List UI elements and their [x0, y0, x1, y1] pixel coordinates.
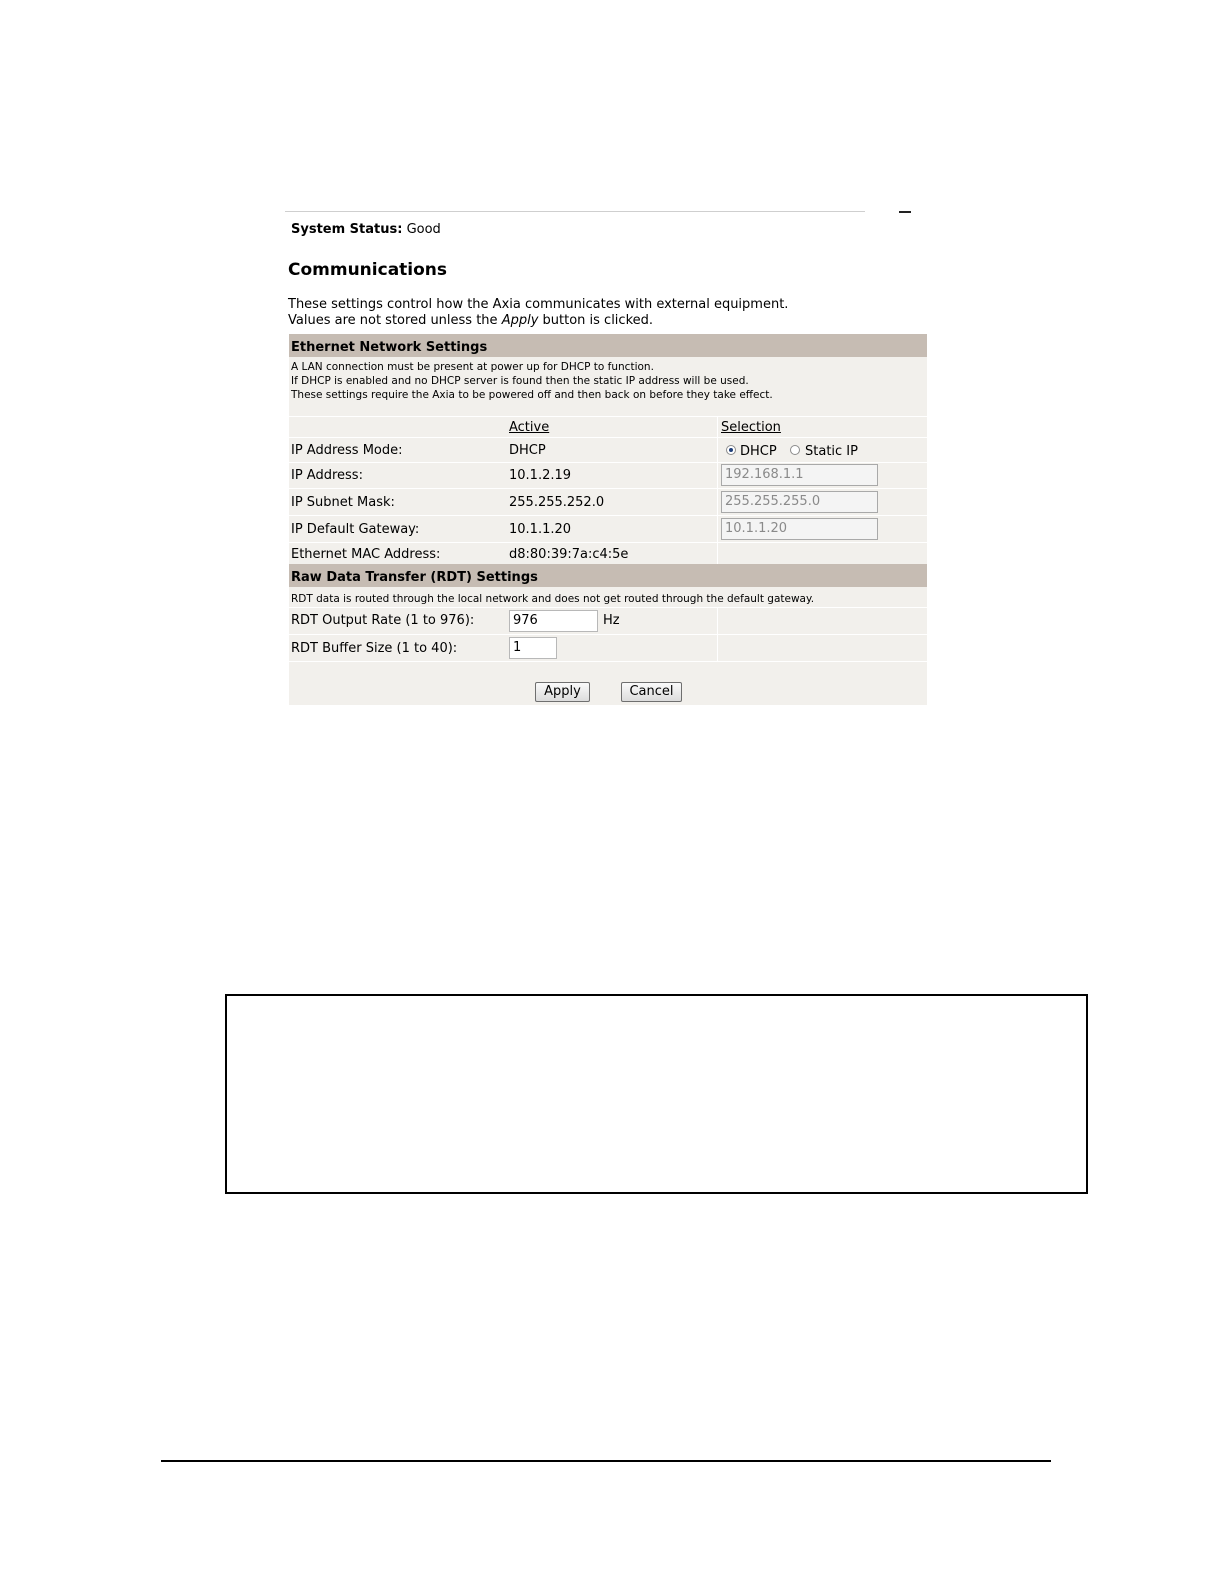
rdt-output-rate-input[interactable]: 976: [509, 610, 598, 632]
row-divider: [289, 661, 927, 662]
column-header-active: Active: [509, 420, 550, 435]
mac-address-value: d8:80:39:7a:c4:5e: [509, 547, 629, 562]
page-footer-rule: [161, 1460, 1051, 1462]
intro-line-2-prefix: Values are not stored unless the: [288, 313, 502, 328]
row-divider: [289, 488, 927, 489]
ip-mode-active: DHCP: [509, 443, 546, 458]
ethernet-notes: [291, 360, 773, 402]
row-divider: [289, 542, 927, 543]
gateway-label: IP Default Gateway:: [291, 522, 420, 537]
rdt-buffer-size-input[interactable]: 1: [509, 637, 557, 659]
system-status: [291, 222, 441, 237]
subnet-mask-active: 255.255.252.0: [509, 495, 605, 510]
top-separator: [285, 211, 865, 212]
ip-address-active: 10.1.2.19: [509, 468, 572, 483]
blank-note-box: [225, 994, 1088, 1194]
ethernet-note-2: If DHCP is enabled and no DHCP server is found then the static IP address will be used.: [291, 375, 749, 387]
gateway-active: 10.1.1.20: [509, 522, 572, 537]
intro-line-2-suffix: button is clicked.: [538, 313, 654, 328]
row-divider: [289, 437, 927, 438]
system-status-value: Good: [406, 222, 441, 237]
rdt-output-rate-unit: Hz: [603, 613, 620, 628]
window-minimize-mark: [899, 211, 911, 213]
column-divider: [717, 607, 718, 661]
row-divider: [289, 462, 927, 463]
column-header-selection: Selection: [721, 420, 781, 435]
intro-line-2: [288, 313, 788, 329]
rdt-buffer-size-label: RDT Buffer Size (1 to 40):: [291, 641, 458, 656]
ip-address-label: IP Address:: [291, 468, 363, 483]
page-title: Communications: [288, 260, 448, 280]
static-ip-radio-label[interactable]: Static IP: [805, 444, 858, 459]
subnet-mask-input[interactable]: 255.255.255.0: [721, 491, 878, 513]
ip-address-input[interactable]: 192.168.1.1: [721, 464, 878, 486]
mac-address-label: Ethernet MAC Address:: [291, 547, 441, 562]
system-status-label: System Status:: [291, 222, 403, 237]
ethernet-section-header: Ethernet Network Settings: [289, 334, 927, 357]
page-intro: [288, 297, 788, 329]
gateway-input[interactable]: 10.1.1.20: [721, 518, 878, 540]
ip-mode-label: IP Address Mode:: [291, 443, 403, 458]
static-ip-radio[interactable]: [790, 445, 800, 455]
rdt-output-rate-label: RDT Output Rate (1 to 976):: [291, 613, 475, 628]
rdt-section-header: Raw Data Transfer (RDT) Settings: [289, 564, 927, 587]
ethernet-note-3: These settings require the Axia to be powered off and then back on before they take effect.: [291, 389, 773, 401]
dhcp-radio[interactable]: [726, 445, 736, 455]
intro-apply-emphasis: Apply: [501, 313, 539, 328]
row-divider: [289, 607, 927, 608]
column-divider: [717, 416, 718, 564]
row-divider: [289, 634, 927, 635]
row-divider: [289, 515, 927, 516]
row-divider: [289, 416, 927, 417]
ethernet-note-1: A LAN connection must be present at power up for DHCP to function.: [291, 361, 654, 373]
dhcp-radio-label[interactable]: DHCP: [740, 444, 777, 459]
rdt-note: RDT data is routed through the local network and does not get routed through the default gateway.: [291, 593, 815, 605]
cancel-button[interactable]: Cancel: [621, 682, 682, 702]
intro-line-1: These settings control how the Axia communicates with external equipment.: [288, 297, 789, 312]
subnet-mask-label: IP Subnet Mask:: [291, 495, 395, 510]
apply-button[interactable]: Apply: [535, 682, 590, 702]
